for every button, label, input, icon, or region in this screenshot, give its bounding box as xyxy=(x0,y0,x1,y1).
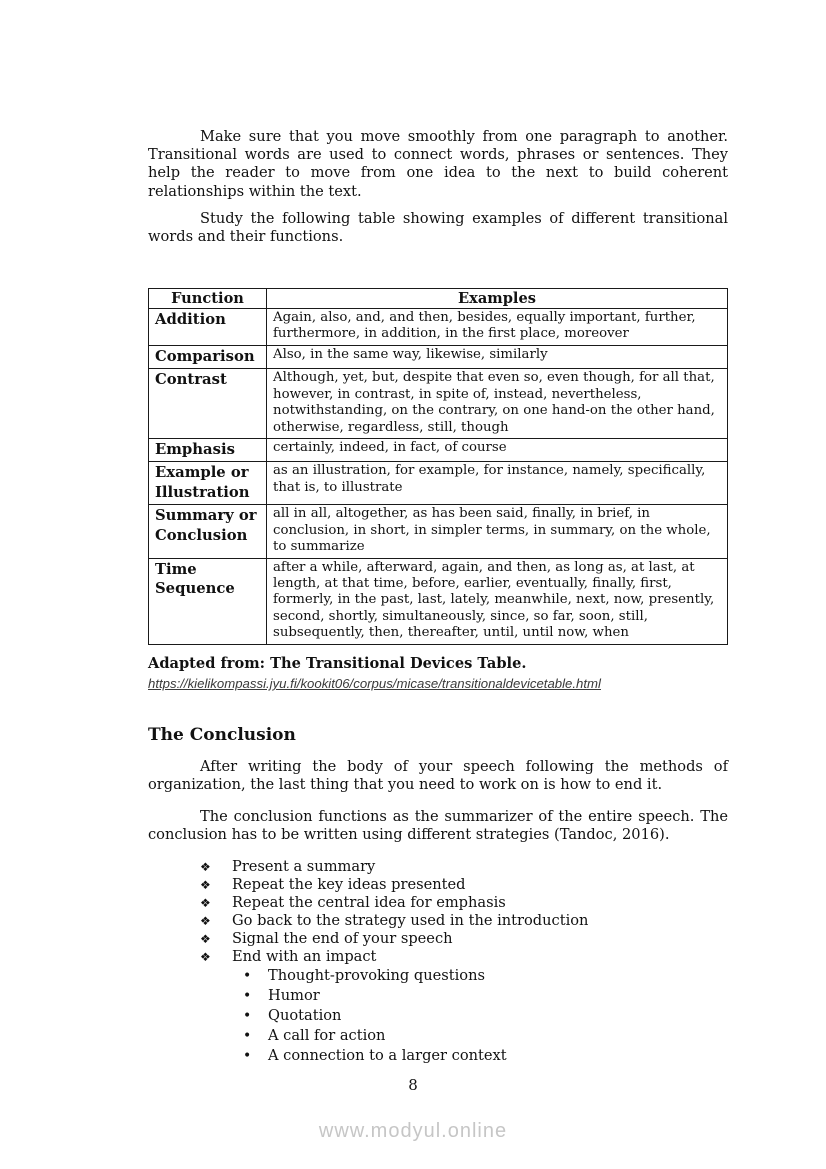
function-cell: Emphasis xyxy=(149,438,267,462)
dot-bullet-icon: • xyxy=(243,1048,252,1064)
table-row xyxy=(149,309,728,346)
list-item xyxy=(200,858,680,876)
column-header-examples: Examples xyxy=(267,289,728,309)
conclusion-strategies-list xyxy=(200,858,680,967)
column-header-function: Function xyxy=(149,289,267,309)
list-item-label: Present a summary xyxy=(232,858,376,875)
examples-cell: all in all, altogether, as has been said, finally, in brief, in conclusion, in short, in simpler terms, in summary, on the whole, to summarize xyxy=(267,505,728,558)
list-item xyxy=(200,948,680,966)
examples-cell: Although, yet, but, despite that even so, even though, for all that, however, in contrast, in spite of, instead, nevertheless, notwithstanding, on the contrary, on one hand-on the other hand, otherwise, regardless, still, though xyxy=(267,369,728,439)
paragraph-after-writing: After writing the body of your speech following the methods of organization, the last thing that you need to work on is how to end it. xyxy=(148,758,728,794)
dot-bullet-icon: • xyxy=(243,1008,252,1024)
source-attribution-block xyxy=(148,655,728,692)
diamond-bullet-icon: ❖ xyxy=(200,914,211,929)
table-header-row xyxy=(149,289,728,309)
list-item xyxy=(200,912,680,930)
examples-cell: certainly, indeed, in fact, of course xyxy=(267,438,728,462)
transitional-devices-table xyxy=(148,288,728,645)
list-item-label: Repeat the central idea for emphasis xyxy=(232,894,506,912)
table-row xyxy=(149,438,728,462)
list-item-label: A call for action xyxy=(268,1027,386,1044)
function-cell: Summary or Conclusion xyxy=(149,505,267,558)
list-item xyxy=(243,1046,683,1066)
list-item xyxy=(243,1026,683,1046)
diamond-bullet-icon: ❖ xyxy=(200,896,211,911)
function-cell: Time Sequence xyxy=(149,558,267,644)
examples-cell: Also, in the same way, likewise, similarly xyxy=(267,345,728,369)
list-item xyxy=(243,1006,683,1026)
paragraph-transitional-words: Make sure that you move smoothly from one paragraph to another. Transitional words are used to connect words, phrases or sentences. They help the reader to move from one idea to the next to build coherent relationships within the text. xyxy=(148,128,728,200)
list-item-label: Repeat the key ideas presented xyxy=(232,876,466,894)
table-row xyxy=(149,369,728,439)
section-heading-the-conclusion: The Conclusion xyxy=(148,725,296,745)
function-cell: Addition xyxy=(149,309,267,346)
dot-bullet-icon: • xyxy=(243,1028,252,1044)
list-item-label: Signal the end of your speech xyxy=(232,930,453,948)
examples-cell: as an illustration, for example, for instance, namely, specifically, that is, to illustrate xyxy=(267,462,728,505)
list-item-label: End with an impact xyxy=(232,948,377,966)
source-link[interactable]: https://kielikompassi.jyu.fi/kookit06/corpus/micase/transitionaldevicetable.html xyxy=(148,676,601,691)
list-item-label: Thought-provoking questions xyxy=(268,967,485,984)
list-item xyxy=(243,966,683,986)
list-item-label: A connection to a larger context xyxy=(268,1047,507,1064)
list-item xyxy=(200,894,680,912)
function-cell: Contrast xyxy=(149,369,267,439)
watermark: www.modyul.online xyxy=(318,1120,508,1142)
dot-bullet-icon: • xyxy=(243,988,252,1004)
dot-bullet-icon: • xyxy=(243,968,252,984)
table-row xyxy=(149,505,728,558)
list-item xyxy=(243,986,683,1006)
diamond-bullet-icon: ❖ xyxy=(200,932,211,947)
table-row xyxy=(149,345,728,369)
paragraph-study-table: Study the following table showing examples of different transitional words and their functions. xyxy=(148,210,728,246)
examples-cell: Again, also, and, and then, besides, equally important, further, furthermore, in addition, in the first place, moreover xyxy=(267,309,728,346)
source-attribution-label: Adapted from: The Transitional Devices Table. xyxy=(148,655,527,672)
list-item xyxy=(200,876,680,894)
table-row xyxy=(149,558,728,644)
function-cell: Example or Illustration xyxy=(149,462,267,505)
diamond-bullet-icon: ❖ xyxy=(200,878,211,893)
table-row xyxy=(149,462,728,505)
paragraph-conclusion-functions: The conclusion functions as the summarizer of the entire speech. The conclusion has to be written using different strategies (Tandoc, 2016). xyxy=(148,808,728,844)
list-item-label: Humor xyxy=(268,987,320,1004)
page-number: 8 xyxy=(408,1076,418,1094)
list-item-label: Quotation xyxy=(268,1007,342,1024)
diamond-bullet-icon: ❖ xyxy=(200,860,211,874)
diamond-bullet-icon: ❖ xyxy=(200,950,211,965)
examples-cell: after a while, afterward, again, and then, as long as, at last, at length, at that time, before, earlier, eventually, finally, first, formerly, in the past, last, lately, meanwhile, next, now, presently, second, shortly, simultaneously, since, so far, soon, still, subsequently, then, thereafter, until, until now, when xyxy=(267,558,728,644)
impact-examples-list xyxy=(243,966,683,1066)
function-cell: Comparison xyxy=(149,345,267,369)
list-item-label: Go back to the strategy used in the introduction xyxy=(232,912,589,930)
list-item xyxy=(200,930,680,948)
